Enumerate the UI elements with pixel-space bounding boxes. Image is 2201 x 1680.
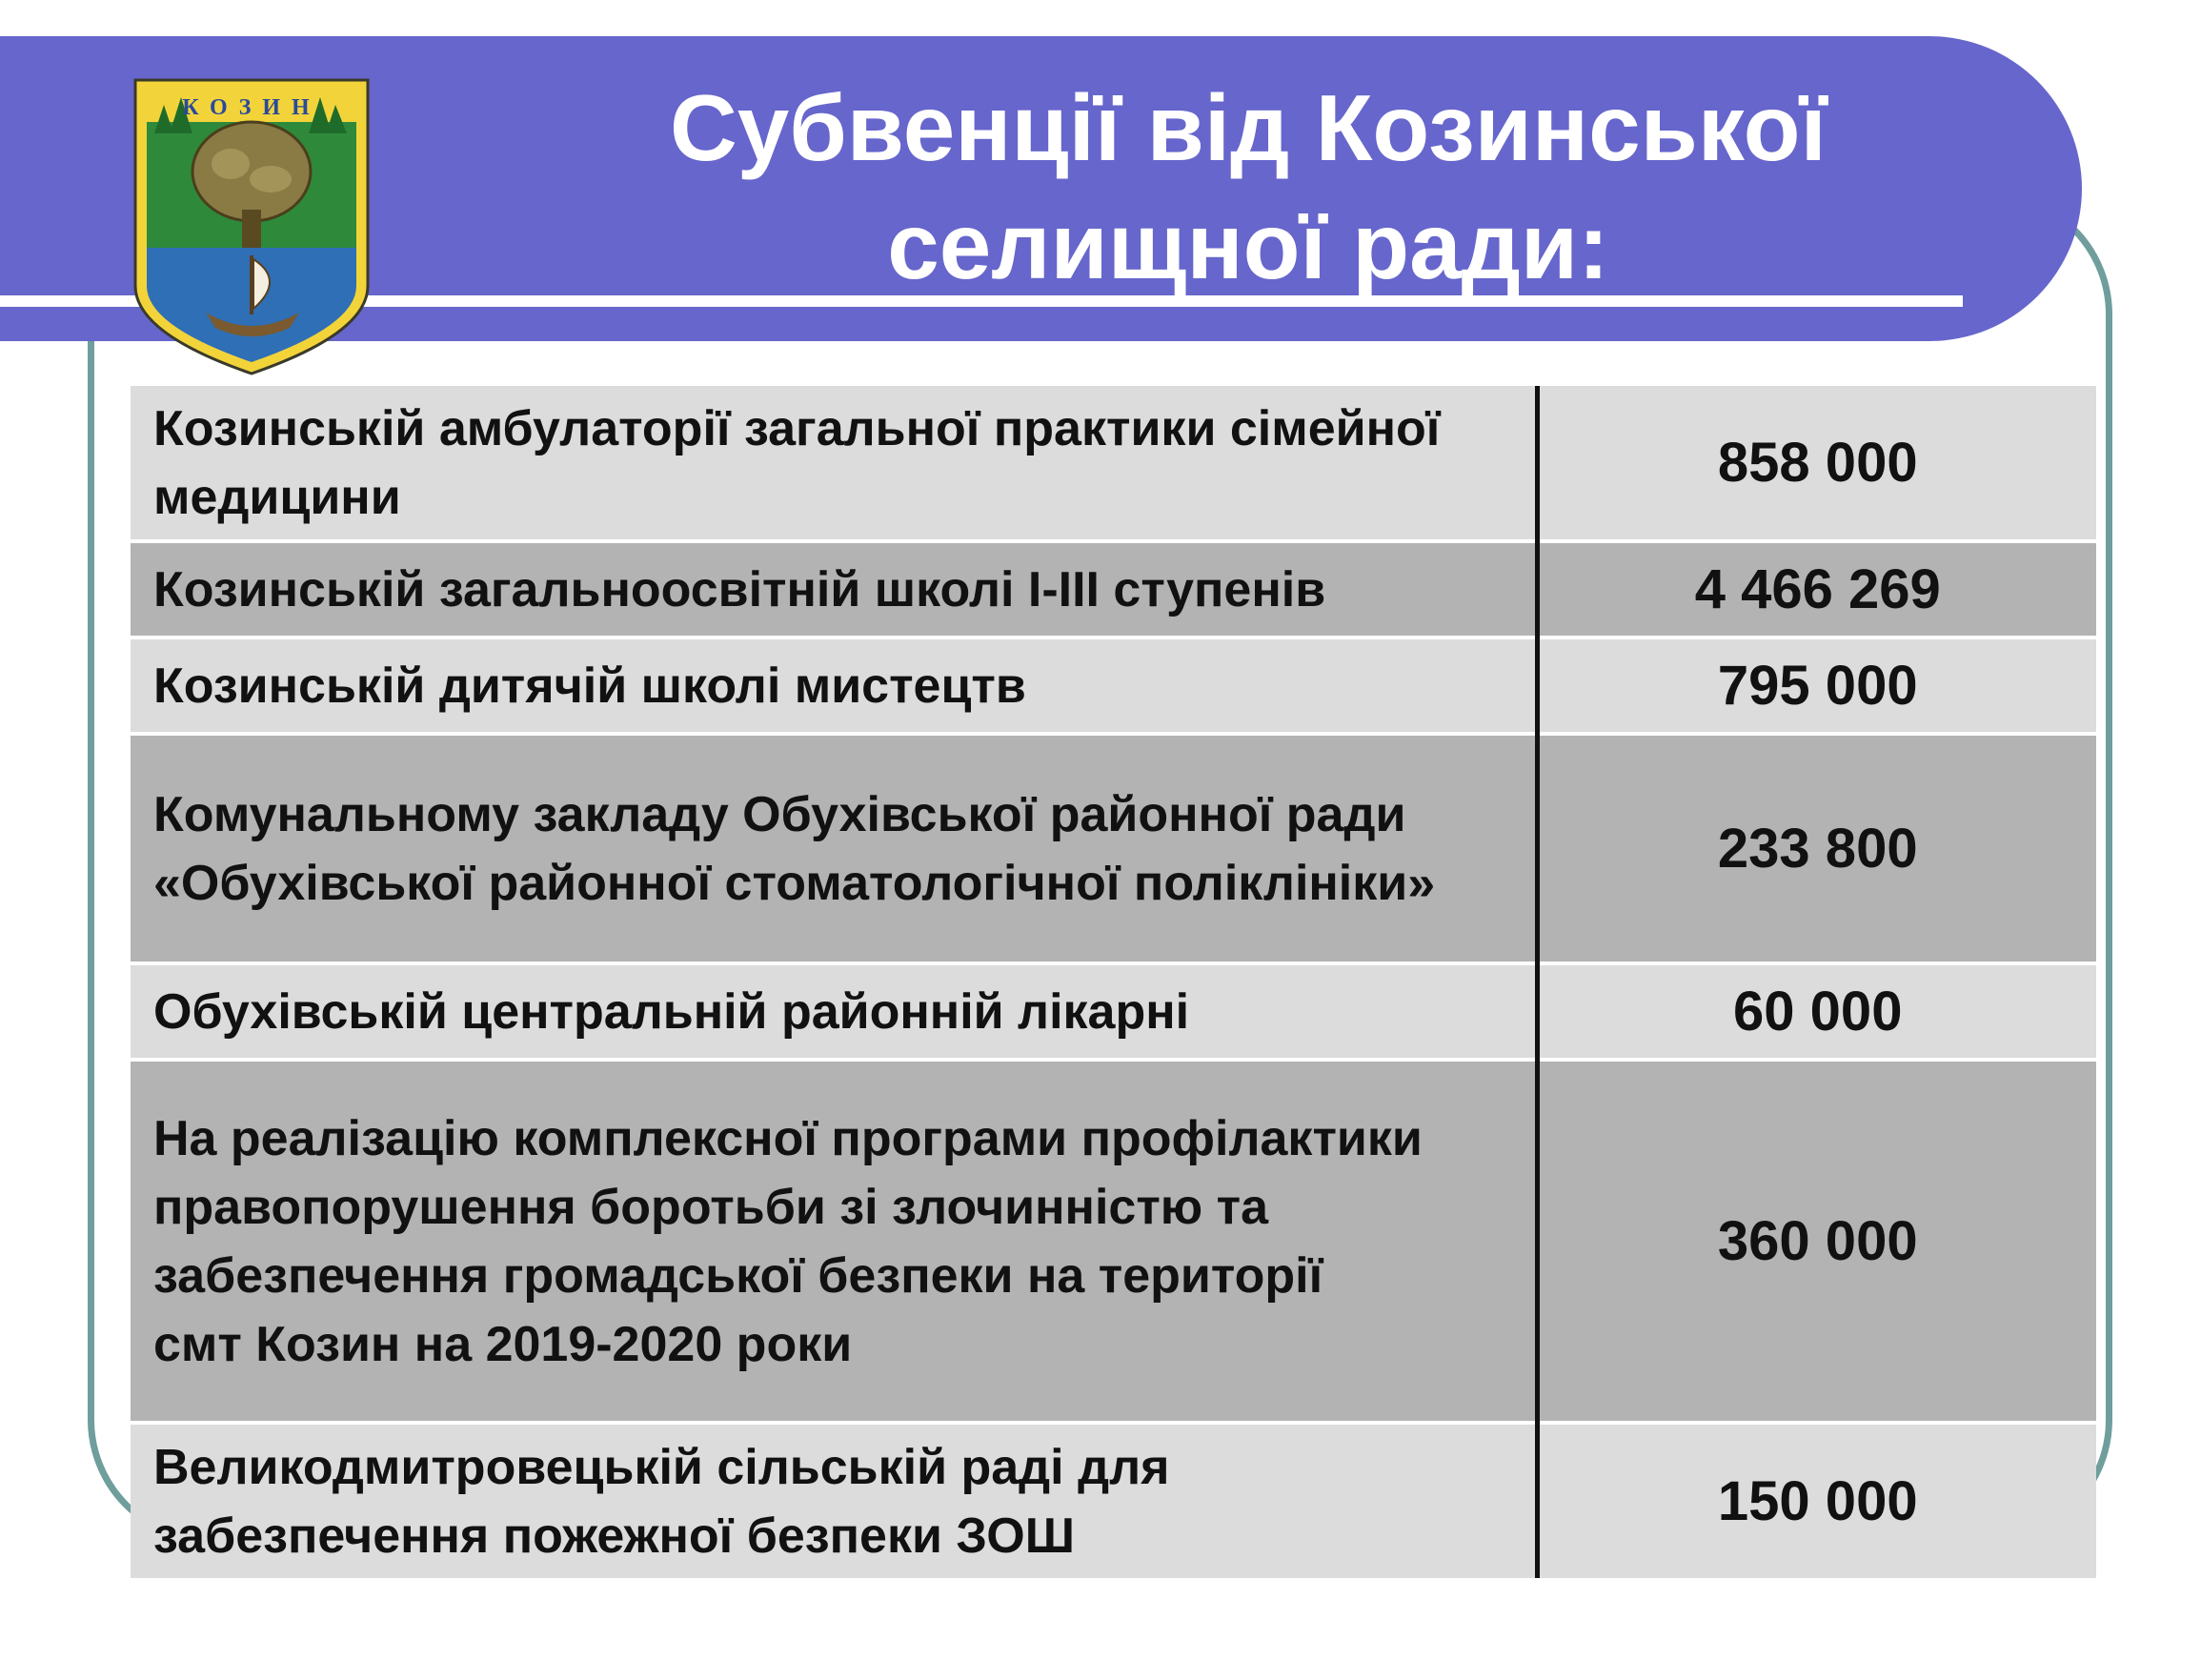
kozyn-coat-of-arms xyxy=(131,76,372,377)
amount-cell: 233 800 xyxy=(1537,734,2096,963)
amount-cell: 795 000 xyxy=(1537,638,2096,734)
amount-cell: 4 466 269 xyxy=(1537,541,2096,638)
crest-lettering: КОЗИН xyxy=(182,95,321,120)
table-row xyxy=(131,963,2096,1060)
table-row xyxy=(131,386,2096,541)
coat-of-arms-icon xyxy=(131,76,372,377)
table-row xyxy=(131,541,2096,638)
oak-tree-crown xyxy=(192,122,311,221)
slide-title-line-1: Субвенції від Козинської xyxy=(669,75,1827,180)
amount-cell: 60 000 xyxy=(1537,963,2096,1060)
table-row xyxy=(131,1060,2096,1423)
table-row xyxy=(131,734,2096,963)
recipient-cell: Козинській дитячій школі мистецтв xyxy=(131,638,1537,734)
recipient-cell: Комунальному закладу Обухівської районної ради «Обухівської районної стоматологічної поліклініки» xyxy=(131,734,1537,963)
table-row xyxy=(131,638,2096,734)
table-row xyxy=(131,1423,2096,1578)
amount-cell: 360 000 xyxy=(1537,1060,2096,1423)
recipient-cell: Козинській загальноосвітній школі І-ІІІ ступенів xyxy=(131,541,1537,638)
subventions-table xyxy=(131,386,2096,1578)
slide-title-line-2: селищної ради: xyxy=(887,193,1609,298)
amount-cell: 150 000 xyxy=(1537,1423,2096,1578)
recipient-text: На реалізацію комплексної програми профілактики правопорушення боротьби зі злочинністю та забезпечення громадської безпеки на території xyxy=(153,1110,1423,1304)
amount-cell: 858 000 xyxy=(1537,386,2096,541)
recipient-cell: Обухівській центральній районній лікарні xyxy=(131,963,1537,1060)
recipient-cell xyxy=(131,1060,1537,1423)
recipient-cell: Козинській амбулаторії загальної практики сімейної медицини xyxy=(131,386,1537,541)
slide-title xyxy=(534,69,1963,305)
recipient-cell: Великодмитровецькій сільській раді для забезпечення пожежної безпеки ЗОШ xyxy=(131,1423,1537,1578)
recipient-text-line-2: смт Козин на 2019-2020 роки xyxy=(153,1316,853,1372)
